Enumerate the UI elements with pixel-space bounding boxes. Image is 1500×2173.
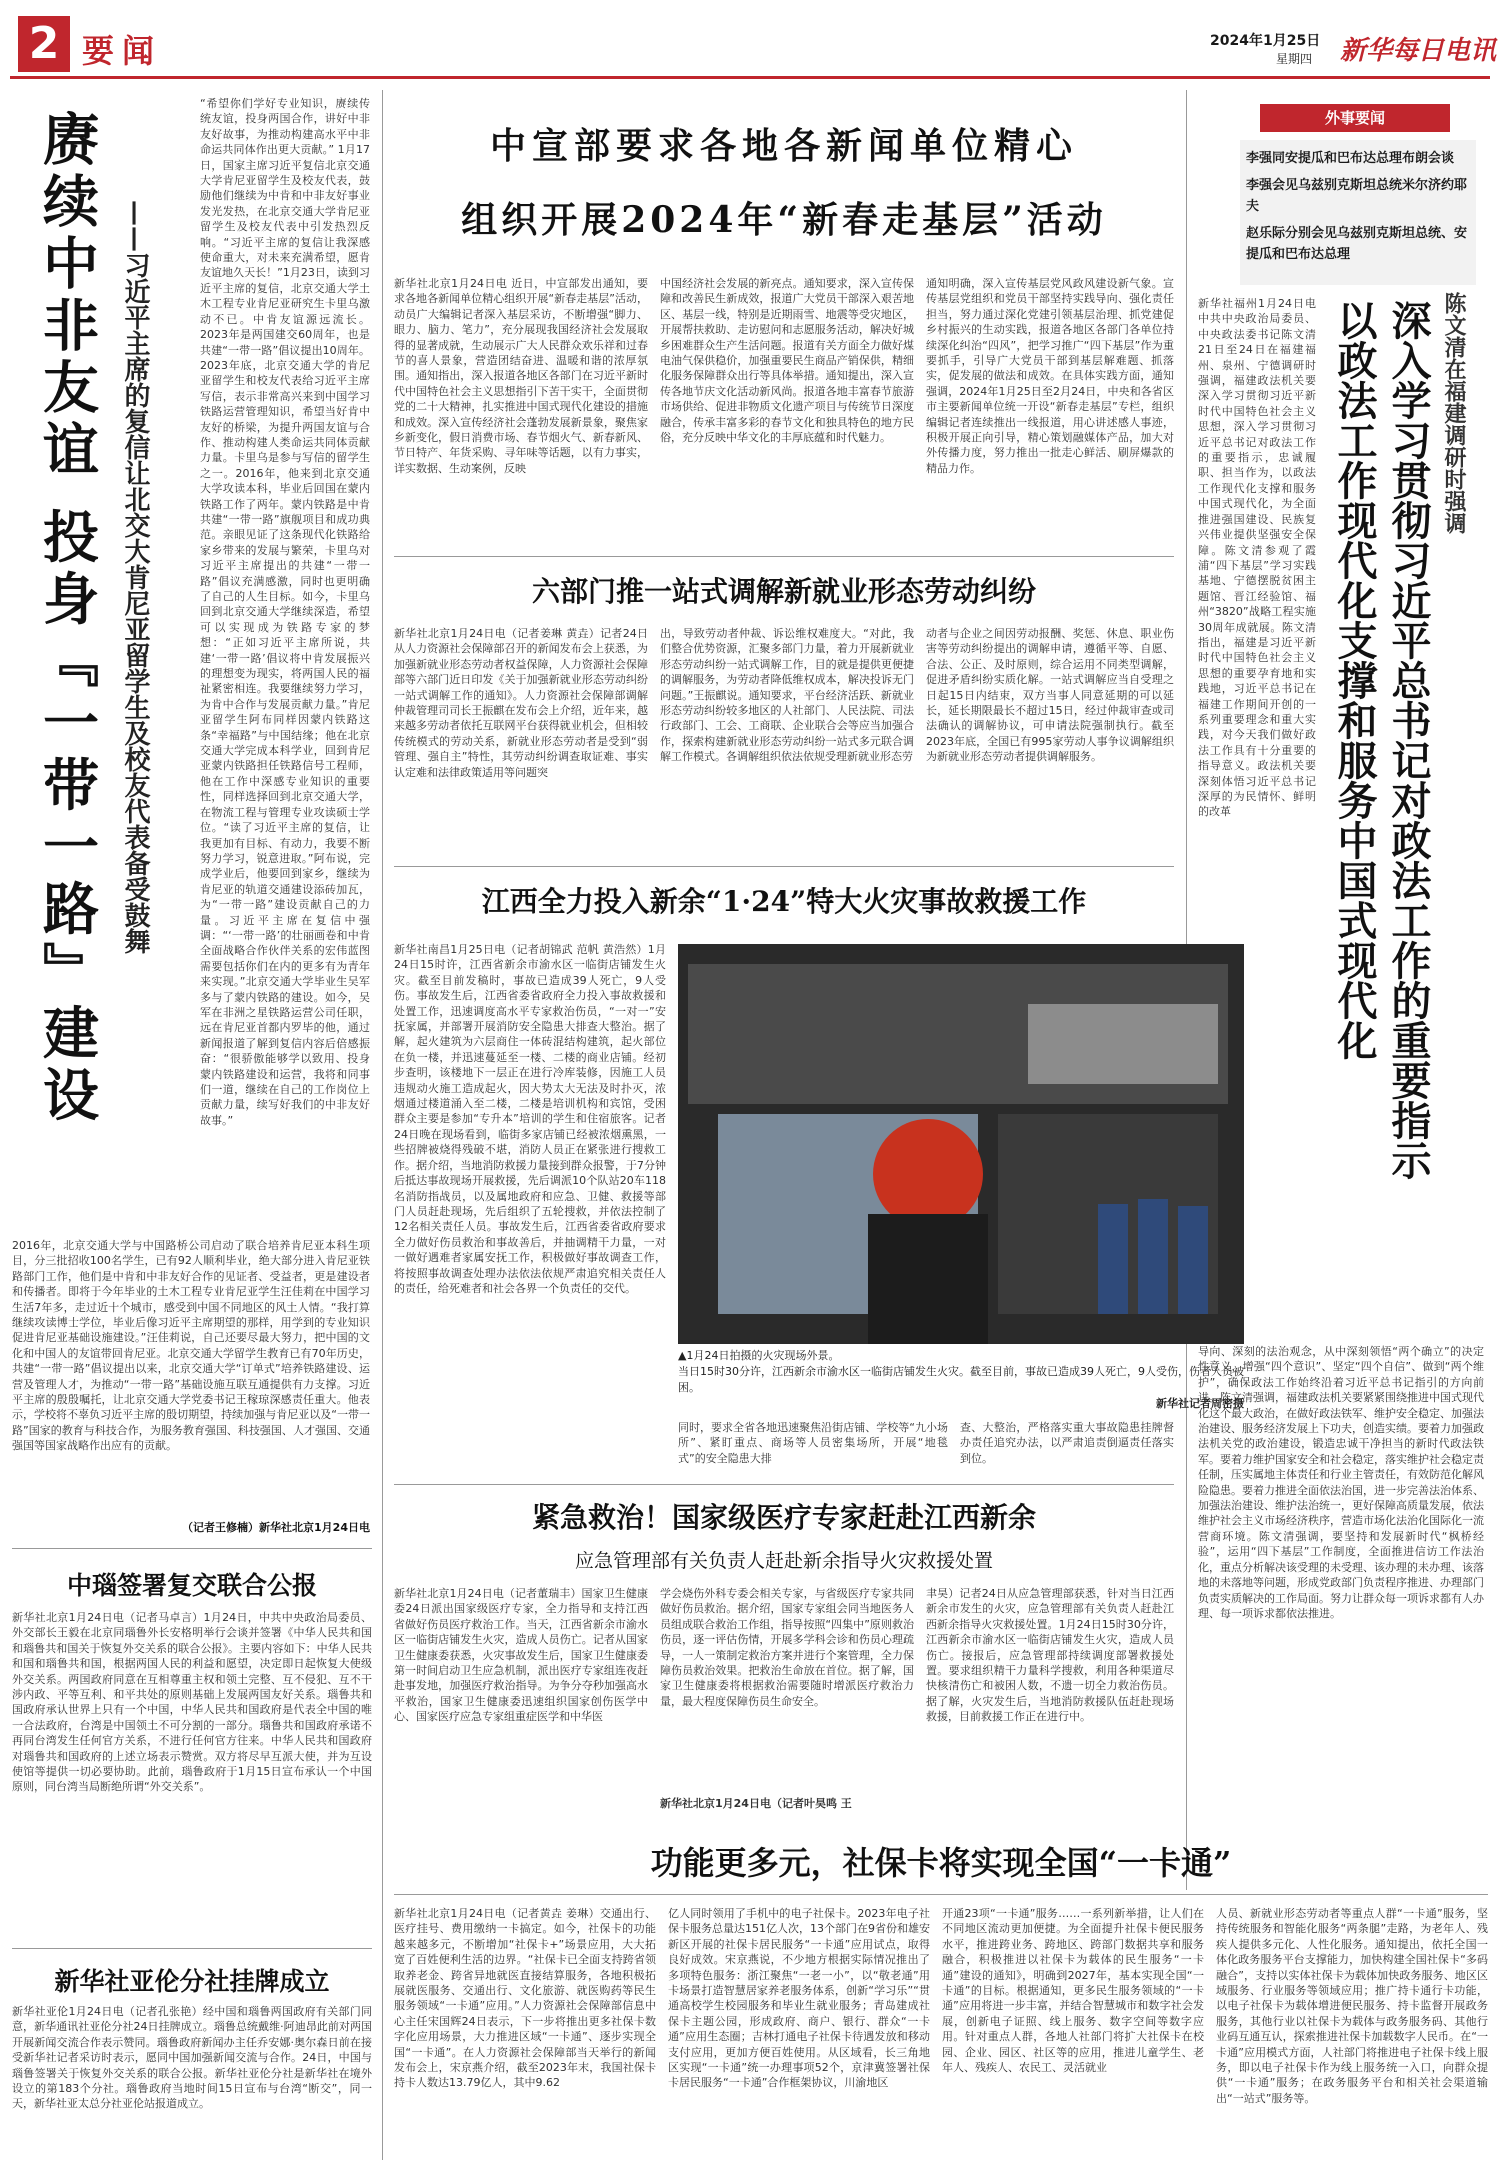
branch-body: 新华社亚伦1月24日电（记者孔张艳）经中国和瑙鲁两国政府有关部门同意，新华通讯社亚伦分社24日挂牌成立。瑙鲁总统戴维·阿迪昂此前对两国开展新闻交流合作表示赞同。瑙鲁政府新闻办主任乔安娜·奥尔森日前在接受新华社记者采访时表示，愿同中国加强新闻交流与合作。24日，中国与瑙鲁签署关于恢复外交关系的联合公报。新华社亚伦分社是新华社在境外设立的第183个分社。瑙鲁政府当地时间15日宣布与台湾“断交”，同一天，新华社亚太总分社亚伦站报道成立。 (12, 2005, 372, 2111)
fire-photo-art (678, 944, 1244, 1344)
left-story-byline: （记者王修楠）新华社北京1月24日电 (182, 1521, 370, 1534)
issue-date: 2024年1月25日 (1210, 33, 1321, 49)
medical-subhead: 应急管理部有关负责人赶赴新余指导火灾救援处置 (574, 1550, 993, 1572)
medical-col1: 新华社北京1月24日电（记者董瑞丰）国家卫生健康委24日派出国家级医疗专家，全力指导和支持江西省做好伤员医疗救治工作。当天，江西省新余市渝水区一临街店铺发生火灾，造成人员伤亡。记者从国家卫生健康委获悉，火灾事故发生后，国家卫生健康委第一时间启动卫生应急机制，派出医疗专家组连夜赶赴事发地，加强医疗救治指导。为争分夺秒加强高水平救治，国家卫生健康委迅速组织国家创伤医学中心、国家医疗应急专家组重症医学和中华医 (394, 1587, 648, 1724)
labor-col3: 动者与企业之间因劳动报酬、奖惩、休息、职业伤害等劳动纠纷提出的调解申请，遵循平等、自愿、合法、公正、及时原则，综合运用不同类型调解，促进矛盾纠纷实质化解。一站式调解应当自受理之日起15日内结束，双方当事人同意延期的可以延长，延长期限最长不超过15日，经过仲裁审查或司法确认的调解协议，可申请法院强制执行。截至2023年底，全国已有995家劳动人事争议调解组织为新就业形态劳动者提供调解服务。 (926, 627, 1174, 764)
left-story-headline: 赓续中非友谊 投身『一带一路』建设 (34, 110, 100, 1128)
right-story-kicker: 陈文清在福建调研时强调 (1441, 292, 1467, 534)
fire-col1: 新华社南昌1月25日电（记者胡锦武 范帆 黄浩然）1月24日15时许，江西省新余市渝水区一临街店铺发生火灾。截至目前发稿时，事故已造成39人死亡，9人受伤。事故发生后，江西省委省政府全力投入事故救援和处置工作，迅速调度高水平专家救治伤员，“一对一”安抚家属，并部署开展消防安全隐患大排查大整治。据了解，起火建筑为六层商住一体砖混结构建筑，起火部位在负一楼，并迅速蔓延至一楼、二楼的商业店铺。经初步查明，该楼地下一层正在进行冷库装修，因施工人员违规动火施工造成起火，因大势太大无法及时扑灭，浓烟通过楼道涌入至二楼，二楼是培训机构和宾馆，受困群众主要是参加“专升本”培训的学生和住宿旅客。记者24日晚在现场看到，临街多家店铺已经被浓烟熏黑，一些招牌被烧得残破不堪，消防人员正在紧张进行搜救工作。据介绍，当地消防救援力量接到群众报警，于7分钟后抵达事故现场开展救援，先后调派10个队站20车118名消防指战员，以及属地政府和应急、卫健、救援等部门人员赶赴现场，先后组织了五轮搜救，并依法控制了12名相关责任人员。事故发生后，江西省委省政府要求全力做好伤员救治和事故善后，并抽调精干力量，一对一做好遇难者家属安抚工作，积极做好事故调查工作，将按照事故调查处理办法依法依规严肃追究相关责任人的责任，给死难者和社会各界一个负责任的交代。 (394, 943, 666, 1295)
fire-headline: 江西全力投入新余“1·24”特大火灾事故救援工作 (481, 885, 1087, 918)
social-card-col4: 人员、新就业形态劳动者等重点人群“一卡通”服务，坚持传统服务和智能化服务“两条腿”走路，为老年人、残疾人提供多元化、人性化服务。通知提出，依托全国一体化政务服务平台支撑能力，加快构建全国社保卡“多码融合”，支持以实体社保卡为载体加快政务服务、地区区域服务、行业服务等领域应用；推广持卡通行卡功能，以电子社保卡为载体增进便民服务、持卡监督开展政务服务，其他行业以社保卡为载体与政务服务码、其他行业码互通互认，探索推进社保卡加载数字人民币。在“一卡通”应用模式方面，人社部门将推进电子社保卡线上服务，即以电子社保卡作为线上服务统一入口，向群众提供“一卡通”服务；在政务服务平台和相关社会渠道输出“一站式”服务等。 (1216, 1907, 1488, 2105)
medical-col2: 学会烧伤外科专委会相关专家，与省级医疗专家共同做好伤员救治。据介绍，国家专家组会同当地医务人员组成联合救治工作组，指导按照“四集中”原则救治伤员，逐一评估伤情，开展多学科会诊和伤员心理疏导，一人一策制定救治方案并进行个案管理，全力保障伤员救治效果。把救治生命放在首位。据了解，国家卫生健康委将根据救治需要随时增派医疗救治力量，最大程度保障伤员生命安全。 (660, 1587, 914, 1708)
left-story-subheadline: ——习近平主席的复信让北交大肯尼亚留学生及校友代表备受鼓舞 (120, 200, 150, 954)
fire-bottom-divider (394, 1484, 1174, 1485)
brief-item[interactable]: 赵乐际分别会见乌兹别克斯坦总统、安提瓜和巴布达总理 (1246, 226, 1468, 262)
brief-item[interactable]: 李强同安提瓜和巴布达总理布朗会谈 (1246, 151, 1455, 166)
right-story-headline-line1: 深入学习贯彻习近平总书记对政法工作的重要指示 (1385, 300, 1432, 1180)
right-story-wide-col: 导向、深刻的法治观念，从中深刻领悟“两个确立”的决定性意义，增强“四个意识”、坚定“四个自信”、做到“两个维护”，确保政法工作始终沿着习近平总书记指引的方向前进。陈文清强调，福建政法机关要紧紧围绕推进中国式现代化这个最大政治，在做好政法铁军、维护安全稳定、加强法治建设、服务经济发展上下功夫，创造实绩。要着力加强政法机关党的政治建设，锻造忠诚干净担当的新时代政法铁军。要着力维护国家安全和社会稳定，落实维护社会稳定责任制，压实属地主体责任和行业主管责任，有效防范化解风险隐患。要着力推进全面依法治国，进一步完善法治体系、加强法治建设、维护法治统一，更好保障高质量发展，依法维护社会主义市场经济秩序，营造市场化法治化国际化一流营商环境。陈文清强调，要坚持和发展新时代“枫桥经验”，运用“四下基层”工作制度，全面推进信访工作法治化，重点分析解决该受理的未受理、该办理的未办理、该落地的未落地等问题，形成党政部门负责程序推进、办理部门负责实质解决的工作局面。努力让群众每一项诉求都有人办理、每一项诉求都依法推进。 (1198, 1345, 1484, 1620)
newspaper-logo: 新华每日电讯 (1340, 36, 1497, 66)
social-card-top-divider (394, 1894, 1488, 1895)
left-column-divider (382, 90, 383, 2160)
left-story-col2: 2016年，北京交通大学与中国路桥公司启动了联合培养肯尼亚本科生项目，分三批招收100名学生，已有92人顺利毕业，绝大部分进入肯尼亚铁路部门工作，他们是中肯和中非友好合作的见证者、受益者，更是建设者和传播者。即将于今年毕业的土木工程专业肯尼亚学生汪佳莉在中国学习生活7年多，走过近十个城市，感受到中国不同地区的风土人情。“我打算继续攻读博士学位，毕业后像习近平主席期望的那样，用学到的专业知识促进肯尼亚基础设施建设。”汪佳莉说，自己还要尽最大努力，把中国的文化和中国人的友谊带回肯尼亚。北京交通大学留学生教育已有70年历史，共建“一带一路”倡议提出以来，北京交通大学“订单式”培养铁路建设、运营及管理人才，为推动“一带一路”基础设施互联互通提供有力支撑。习近平主席的殷殷嘱托，让北京交通大学党委书记王稼琼深感责任重大。他表示，学校将不辜负习近平主席的殷切期望，持续加强与肯尼亚以及“一带一路”国家的教育与科技合作，为服务教育强国、科技强国、人才强国、交通强国等国家战略作出应有的贡献。 (12, 1239, 370, 1453)
fire-scene-photo (678, 944, 1244, 1344)
social-card-col1: 新华社北京1月24日电（记者黄垚 姜琳）交通出行、医疗挂号、费用缴纳一卡搞定。如今，社保卡的功能越来越多元，不断增加“社保卡+”场景应用，大大拓宽了百姓便利生活的边界。“社保卡已全面支持跨省领取养老金、跨省异地就医直接结算服务，各地积极拓展就医服务、交通出行、文化旅游、就医购药等民生服务领域“一卡通”应用。”人力资源社会保障部信息中心主任宋国辉24日表示，下一步将推出更多社保卡数字化应用场景，大力推进区域“一卡通”、逐步实现全国“一卡通”。在人力资源社会保障部当天举行的新闻发布会上，宋京燕介绍，截至2023年末，我国社保卡持卡人数达13.79亿人，其中9.62 (394, 1907, 656, 2090)
photo-credit: 新华社记者周密摄 (1156, 1397, 1244, 1410)
main-headline-line1: 中宣部要求各地各新闻单位精心 (489, 125, 1078, 167)
main-story-col2: 中国经济社会发展的新亮点。通知要求，深入宣传保障和改善民生新成效，报道广大党员干部深入艰苦地区、基层一线，特别是近期雨雪、地震等受灾地区，开展帮扶救助、走访慰问和志愿服务活动，解决好城乡困难群众生产生活问题。报道有关方面全力做好煤电油气保供稳价，加强重要民生商品产销保供，精细化服务保障群众出行等具体举措。通知提出，深入宣传各地节庆文化活动新风尚。报道各地丰富春节旅游市场供给、促进非物质文化遗产项目与传统节日深度融合，传承丰富多彩的春节文化和独具特色的地方民俗，充分反映中华文化的丰厚底蕴和时代魅力。 (660, 277, 914, 445)
briefs-tag: 外事要闻 (1260, 104, 1450, 132)
header-divider (10, 76, 1490, 79)
left-story-col1: “希望你们学好专业知识，赓续传统友谊，投身两国合作，讲好中非友好故事，为推动构建高水平中非命运共同体作出更大贡献。” 1月17日，国家主席习近平复信北京交通大学肯尼亚留学生及校友代表，鼓励他们继续为中肯和中非友好事业发光发热，在北京交通大学肯尼亚留学生及校友代表中引发热烈反响。“习近平主席的复信让我深感使命重大，对未来充满希望，愿肯友谊地久天长！”1月23日，读到习近平主席的复信，北京交通大学土木工程专业肯尼亚研究生卡里乌激动不已。中肯友谊源远流长。2023年是两国建交60周年，也是共建“一带一路”倡议提出10周年。2023年底，北京交通大学的肯尼亚留学生和校友代表给习近平主席写信，表示非常高兴来到中国学习铁路运营管理知识，希望当好肯中友好的桥梁，为提升两国友谊与合作、推动构建人类命运共同体贡献力量。卡里乌是参与写信的留学生之一。2016年，他来到北京交通大学攻读本科，毕业后回国在蒙内铁路工作了两年。蒙内铁路是中肯共建“一带一路”旗舰项目和成功典范。亲眼见证了这条现代化铁路给家乡带来的发展与繁荣，卡里乌对习近平主席提出的共建“一带一路”倡议充满感激，同时也更明确了自己的人生目标。如今，卡里乌回到北京交通大学继续深造，希望可以实现成为铁路专家的梦想：“正如习近平主席所说，共建‘一带一路’倡议将中肯发展振兴的理想变为现实，将两国人民的福祉紧密相连。我要继续努力学习，为肯中合作与发展贡献力量。”肯尼亚留学生阿布同样因蒙内铁路这条“幸福路”与中国结缘；他在北京交通大学完成本科学业，回到肯尼亚蒙内铁路担任铁路信号工程师，他在工作中深感专业知识的重要性，同样选择回到北京交通大学，在物流工程与管理专业攻读硕士学位。“读了习近平主席的复信，让我更加有目标、有动力，我要不断努力学习，锐意进取。”阿布说，完成学业后，他要回到家乡，继续为肯尼亚的轨道交通建设添砖加瓦，为“一带一路”建设贡献自己的力量。习近平主席在复信中强调：“‘一带一路’的壮丽画卷和中肯全面战略合作伙伴关系的宏伟蓝图需要包括你们在内的更多有为青年来实现。”北京交通大学毕业生吴军多与了蒙内铁路的建设。如今，吴军在非洲之星铁路运营公司任职，远在肯尼亚首都内罗毕的他，通过新闻报道了解到复信内容后倍感振奋：“很骄傲能够学以致用、投身蒙内铁路建设和运营，我将和同事们一道，继续在自己的工作岗位上贡献力量，续写好我们的中非友好故事。” (200, 97, 370, 1127)
right-story-narrow-col: 新华社福州1月24日电 中共中央政治局委员、中央政法委书记陈文清21日至24日在福建福州、泉州、宁德调研时强调，福建政法机关要深入学习贯彻习近平新时代中国特色社会主义思想，深入学习贯彻习近平总书记对政法工作的重要指示，忠诚履职、担当作为，以政法工作现代化支撑和服务中国式现代化，为全面推进强国建设、民族复兴伟业提供坚强安全保障。陈文清参观了霞浦“四下基层”学习实践基地、宁德摆脱贫困主题馆、晋江经验馆、福州“3820”战略工程实施30周年成就展。陈文清指出，福建是习近平新时代中国特色社会主义思想的重要孕育地和实践地，习近平总书记在福建工作期间开创的一系列重要理念和重大实践，对今天我们做好政法工作具有十分重要的指导意义。政法机关要深刻体悟习近平总书记深厚的为民情怀、鲜明的改革 (1198, 297, 1316, 819)
left-bottom-divider (12, 1548, 372, 1549)
issue-weekday: 星期四 (1276, 52, 1313, 66)
caption-line2: 当日15时30分许，江西新余市渝水区一临街店铺发生火灾。截至目前，事故已造成39人死亡，9人受伤，伤者人员被困。 (678, 1365, 1244, 1394)
branch-headline: 新华社亚伦分社挂牌成立 (54, 1967, 330, 1996)
main-story-col1: 新华社北京1月24日电 近日，中宣部发出通知，要求各地各新闻单位精心组织开展“新春走基层”活动，动员广大编辑记者深入基层采访，不断增强“脚力、眼力、脑力、笔力”，充分展现我国经济社会发展取得的显著成就，生动展示广大人民群众欢乐祥和过春节的喜人景象，营造团结奋进、温暖和谐的浓厚氛围。通知指出，深入报道各地区各部门在习近平新时代中国特色社会主义思想指引下苦干实干，全面贯彻党的二十大精神，扎实推进中国式现代化建设的措施和成效。深入宣传经济社会蓬勃发展新景象，聚焦家乡新变化，假日消费市场、春节烟火气、新春新风、节日特产、年货采购、寻年味等话题，以有力事实，详实数据、生动案例，反映 (394, 277, 648, 475)
fire-bottom-col2: 查、大整治，严格落实重大事故隐患挂牌督办责任追究办法，以严肃追责倒逼责任落实到位。 (960, 1421, 1174, 1465)
medical-headline: 紧急救治！国家级医疗专家赶赴江西新余 (531, 1501, 1036, 1534)
main-headline-line2: 组织开展2024年“新春走基层”活动 (461, 199, 1107, 241)
labor-col1: 新华社北京1月24日电（记者姜琳 黄垚）记者24日从人力资源社会保障部召开的新闻发布会上获悉，为加强新就业形态劳动者权益保障，人力资源社会保障部等六部门近日印发《关于加强新就业形态劳动纠纷一站式调解工作的通知》。人力资源社会保障部调解仲裁管理司司长王振麒在发布会上介绍，近年来，越来越多劳动者依托互联网平台获得就业机会，但相较传统模式的劳动关系，新就业形态劳动者是受到“弱管理、强自主”特性，其劳动纠纷调查取证难、事实认定难和法律政策适用等问题突 (394, 627, 648, 779)
brief-item[interactable]: 李强会见乌兹别克斯坦总统米尔济约耶夫 (1246, 178, 1468, 214)
medical-col2-byline: 新华社北京1月24日电（记者叶昊鸣 王 (660, 1797, 852, 1810)
page-number: 2 (18, 16, 70, 72)
labor-headline: 六部门推一站式调解新就业形态劳动纠纷 (531, 575, 1036, 608)
main-bottom-divider (394, 556, 1174, 557)
nauru-headline: 中瑙签署复交联合公报 (66, 1571, 317, 1600)
social-card-col2: 亿人同时领用了手机中的电子社保卡。2023年电子社保卡服务总量达151亿人次，13个部门在9省份和雄安新区开展的社保卡居民服务“一卡通”应用试点，取得良好成效。宋京燕说，不少地方根据实际情况推出了多项特色服务：浙江聚焦“一老一小”，以“敬老通”用卡场景打造智慧居家养老服务体系，创新“学习乐”“贯通高校学生校园服务和毕业生就业服务；青岛建成社保卡主题公园，形成政府、商户、银行、群众“一卡通”应用生态圈；吉林打通电子社保卡待遇发放和移动支付应用，更加方便百姓使用。从区域看，长三角地区实现“一卡通”统一办理事项52个，京津冀签署社保卡居民服务“一卡通”合作框架协议，川渝地区 (668, 1907, 930, 2090)
fire-bottom-col1: 同时，要求全省各地迅速聚焦沿街店铺、学校等“九小场所”、紧盯重点、商场等人员密集场所，开展“地毯式”的安全隐患大排 (678, 1421, 948, 1465)
social-card-col3: 开通23项“一卡通”服务……一系列新举措，让人们在不同地区流动更加便捷。为全面提升社保卡便民服务水平，推进跨业务、跨地区、跨部门数据共享和服务融合，积极推进以社保卡为载体的民生服务“一卡通”建设的通知》，明确到2027年，基本实现全国“一卡通”的目标。根据通知，更多民生服务领域的“一卡通”应用将进一步丰富，并结合智慧城市和数字社会发展，创新电子证照、线上服务、数字空间等数字应用。针对重点人群，各地人社部门将扩大社保卡在校园、企业、园区、社区等的应用，推进儿童学生、老年人、残疾人、农民工、灵活就业 (942, 1907, 1204, 2075)
labor-bottom-divider (394, 866, 1174, 867)
photo-caption (678, 1348, 1244, 1412)
labor-col2: 出，导致劳动者仲裁、诉讼维权难度大。“对此，我们整合优势资源，汇聚多部门力量，着力开展新就业形态劳动纠纷一站式调解工作，目的就是提供更便捷的调解服务，为劳动者降低维权成本，解决投诉无门问题。”王振麒说。通知要求，平台经济活跃、新就业形态劳动纠纷较多地区的人社部门、人民法院、司法行政部门、工会、工商联、企业联合会等应当加强合作，探索构建新就业形态劳动纠纷一站式多元联合调解工作模式。各调解组织依法依规受理新就业形态劳 (660, 627, 914, 764)
nauru-body: 新华社北京1月24日电（记者马卓言）1月24日，中共中央政治局委员、外交部长王毅在北京同瑙鲁外长安格明举行会谈并签署《中华人民共和国和瑙鲁共和国关于恢复外交关系的联合公报》。主要内容如下：中华人民共和国和瑙鲁共和国，根据两国人民的利益和愿望，决定即日起恢复大使级外交关系。两国政府同意在互相尊重主权和领土完整、互不侵犯、互不干涉内政、平等互利、和平共处的原则基础上发展两国友好关系。瑙鲁共和国政府承认世界上只有一个中国，中华人民共和国政府是代表全中国的唯一合法政府，台湾是中国领土不可分割的一部分。瑙鲁共和国政府承诺不再同台湾发生任何官方关系，不进行任何官方往来。中华人民共和国政府对瑙鲁共和国政府的上述立场表示赞赏。双方将尽早互派大使，并为互设使馆等提供一切必要协助。此前，瑙鲁政府于1月15日宣布承认一个中国原则，同台湾当局断绝所谓“外交关系”。 (12, 1611, 372, 1794)
main-story-col3: 通知明确，深入宣传基层党风政风建设新气象。宣传基层党组织和党员干部坚持实践导向、强化责任担当，努力通过深化党建引领基层治理、抓党建促乡村振兴的生动实践，报道各地区各部门各单位持续深化纠治“四风”，把学习推广“四下基层”作为重要抓手，引导广大党员干部到基层解难题、抓落实，促发展的做法和成效。在具体实践方面，通知强调，2024年1月25日至2月24日，中央和各省区市主要新闻单位统一开设“新春走基层”专栏，组织编辑记者连续推出一线报道，用心讲述感人事迹，积极开展正向引导，精心策划融媒体产品，加大对外传播力度，努力推出一批走心鲜活、刷屏爆款的精品力作。 (926, 277, 1174, 475)
caption-line1: ▲1月24日拍摄的火灾现场外景。 (678, 1349, 840, 1362)
social-card-headline: 功能更多元，社保卡将实现全国“一卡通” (650, 1844, 1232, 1882)
briefs-box (1240, 140, 1476, 285)
nauru-divider (12, 1948, 372, 1949)
section-title: 要闻 (82, 32, 163, 70)
right-story-headline-line2: 以政法工作现代化支撑和服务中国式现代化 (1331, 300, 1378, 1060)
medical-col3: 聿昊）记者24日从应急管理部获悉，针对当日江西新余市发生的火灾，应急管理部有关负责人赶赴江西新余指导火灾救援处置。1月24日15时30分许，江西新余市渝水区一临街店铺发生火灾，造成人员伤亡。接报后，应急管理部持续调度部署救援处置。要求组织精干力量科学搜救，利用各种渠道尽快核清伤亡和被困人数，不遗一切全力救治伤员。据了解，火灾发生后，当地消防救援队伍赶赴现场救援，目前救援工作正在进行中。 (926, 1587, 1174, 1724)
